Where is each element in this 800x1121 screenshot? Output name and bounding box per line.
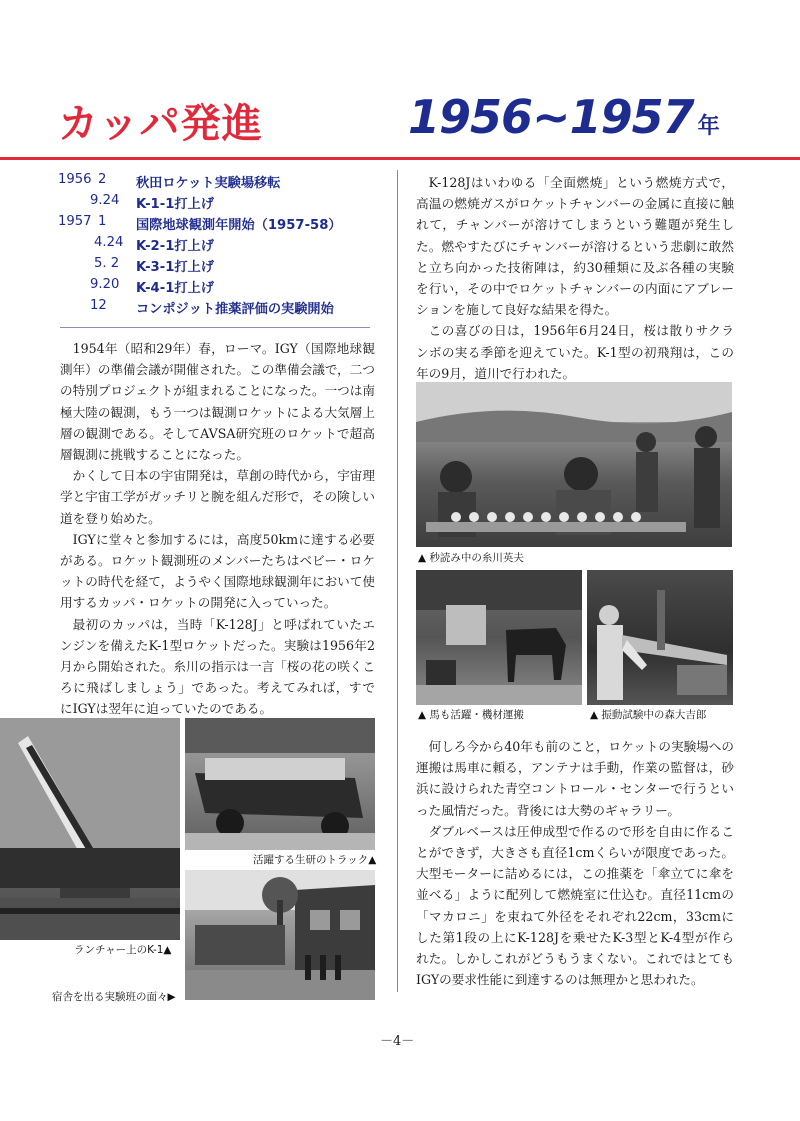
caption-horse: ▲ 馬も活躍・機材運搬 [418,709,524,721]
paragraph: 何しろ今から40年も前のこと，ロケットの実験場への運搬は馬車に頼る，アンテナは手動，作業の監督は，砂浜に設けられた青空コントロール・センターで行うといった風情だった。背後には大勢のギャラリー。 [416,739,734,818]
photo-vibration [587,570,733,705]
page-title: カッパ発進 [58,101,263,147]
page-number: －4－ [380,1034,415,1049]
paragraph: ダブルベースは圧伸成型で作るので形を自由に作ることができず，大きさも直径1cmくらいが限度であった。大型モーターに詰めるには，この推薬を「傘立てに傘を並べる」ように配列して燃焼室に仕込む。直径11cmの「マカロニ」を束ねて外径をそれぞれ22cm，33cmにした第1段の上にK-128Jを乗せたK-3型とK-4型が作られた。しかしこれがどうもうまくない。これではとてもIGYの要求性能に到達するのは無理かと思われた。 [416,823,734,988]
caption-dorm: 宿舎を出る実験班の面々▶ [52,991,176,1003]
timeline-date: 4.24 [94,235,124,250]
timeline-row [58,235,388,256]
paragraph: K-128Jはいわゆる「全面燃焼」という燃焼方式で，高温の燃焼ガスがロケットチャンバーの金属に直接に触れて，チャンバーが溶けてしまうという難題が発生した。燃やすたびにチャンバーが溶けるという悲劇に敢然と立ち向かった技術陣は，約30種類に及ぶ各種の実験を行い，その中でロケットチャンバーの内面にアブレーションを施して良好な結果を得た。 [416,175,734,318]
timeline-event: 秋田ロケット実験場移転 [136,176,281,191]
caption-vibration: ▲ 振動試験中の森大吉郎 [590,709,707,721]
paragraph: この喜びの日は，1956年6月24日，桜は散りサクランボの実る季節を迎えていた。K-1型の初飛翔は，この年の9月，道川で行われた。 [416,323,734,381]
timeline [58,172,388,319]
photo-countdown [416,382,732,547]
paragraph: IGYに堂々と参加するには，高度50kmに達する必要がある。ロケット観測班のメンバーたちはベビー・ロケットの時代を経て，ようやく国際地球観測年において使用するカッパ・ロケットの開発に入っていった。 [60,531,375,611]
photo-countdown-illustration [416,382,732,547]
left-column-text [60,338,375,720]
timeline-rule [60,327,370,328]
timeline-year: 1956 [58,172,92,187]
timeline-event: K-3-1打上げ [136,260,214,275]
timeline-date: 9.24 [90,193,120,208]
timeline-row [58,277,388,298]
timeline-date: 1 [98,214,107,229]
caption-launcher: ランチャー上のK-1▲ [74,944,172,956]
paragraph: 1954年（昭和29年）春，ローマ。IGY（国際地球観測年）の準備会議が開催された。この準備会議で，二つの特別プロジェクトが組まれることになった。一つは南極大陸の観測，もう一つは観測ロケットによる大気層上層の観測である。そしてAVSA研究班のロケットで超高層観測に挑戦することになった。 [60,341,375,463]
right-column-text-bottom [416,736,734,990]
year-range-numbers: 1956~1957 [408,90,694,144]
year-suffix: 年 [697,114,719,139]
year-range [408,90,719,144]
timeline-event: 国際地球観測年開始（1957-58） [136,218,342,233]
timeline-event: コンポジット推薬評価の実験開始 [136,302,334,317]
timeline-date: 2 [98,172,107,187]
photo-vibration-illustration [587,570,733,705]
paragraph: かくして日本の宇宙開発は，草創の時代から，宇宙理学と宇宙工学がガッチリと腕を組んだ形で，その険しい道を登り始めた。 [60,468,375,526]
timeline-row [58,214,388,235]
caption-countdown: ▲ 秒読み中の糸川英夫 [418,552,524,564]
timeline-event: K-4-1打上げ [136,281,214,296]
caption-truck: 活躍する生研のトラック▲ [253,854,377,866]
photo-horse-illustration [416,570,582,705]
photo-launcher-illustration [0,718,180,940]
photo-dorm-illustration [185,870,375,1000]
photo-horse [416,570,582,705]
column-divider [397,170,398,992]
timeline-year: 1957 [58,214,92,229]
paragraph: 最初のカッパは，当時「K-128J」と呼ばれていたエンジンを備えたK-1型ロケットだった。実験は1956年2月から開始された。糸川の指示は一言「桜の花の咲くころに飛ばしましょう」であった。考えてみれば，すでにIGYは翌年に迫っていたのである。 [60,616,375,717]
timeline-date: 12 [90,298,107,313]
photo-launcher [0,718,180,940]
header-rule [0,157,800,160]
timeline-row [58,172,388,193]
photo-truck-illustration [185,718,375,850]
timeline-row [58,298,388,319]
timeline-event: K-2-1打上げ [136,239,214,254]
timeline-date: 9.20 [90,277,120,292]
right-column-text-top [416,172,734,384]
photo-truck [185,718,375,850]
timeline-row [58,193,388,214]
photo-dorm [185,870,375,1000]
timeline-event: K-1-1打上げ [136,197,214,212]
timeline-date: 5. 2 [94,256,120,271]
timeline-row [58,256,388,277]
